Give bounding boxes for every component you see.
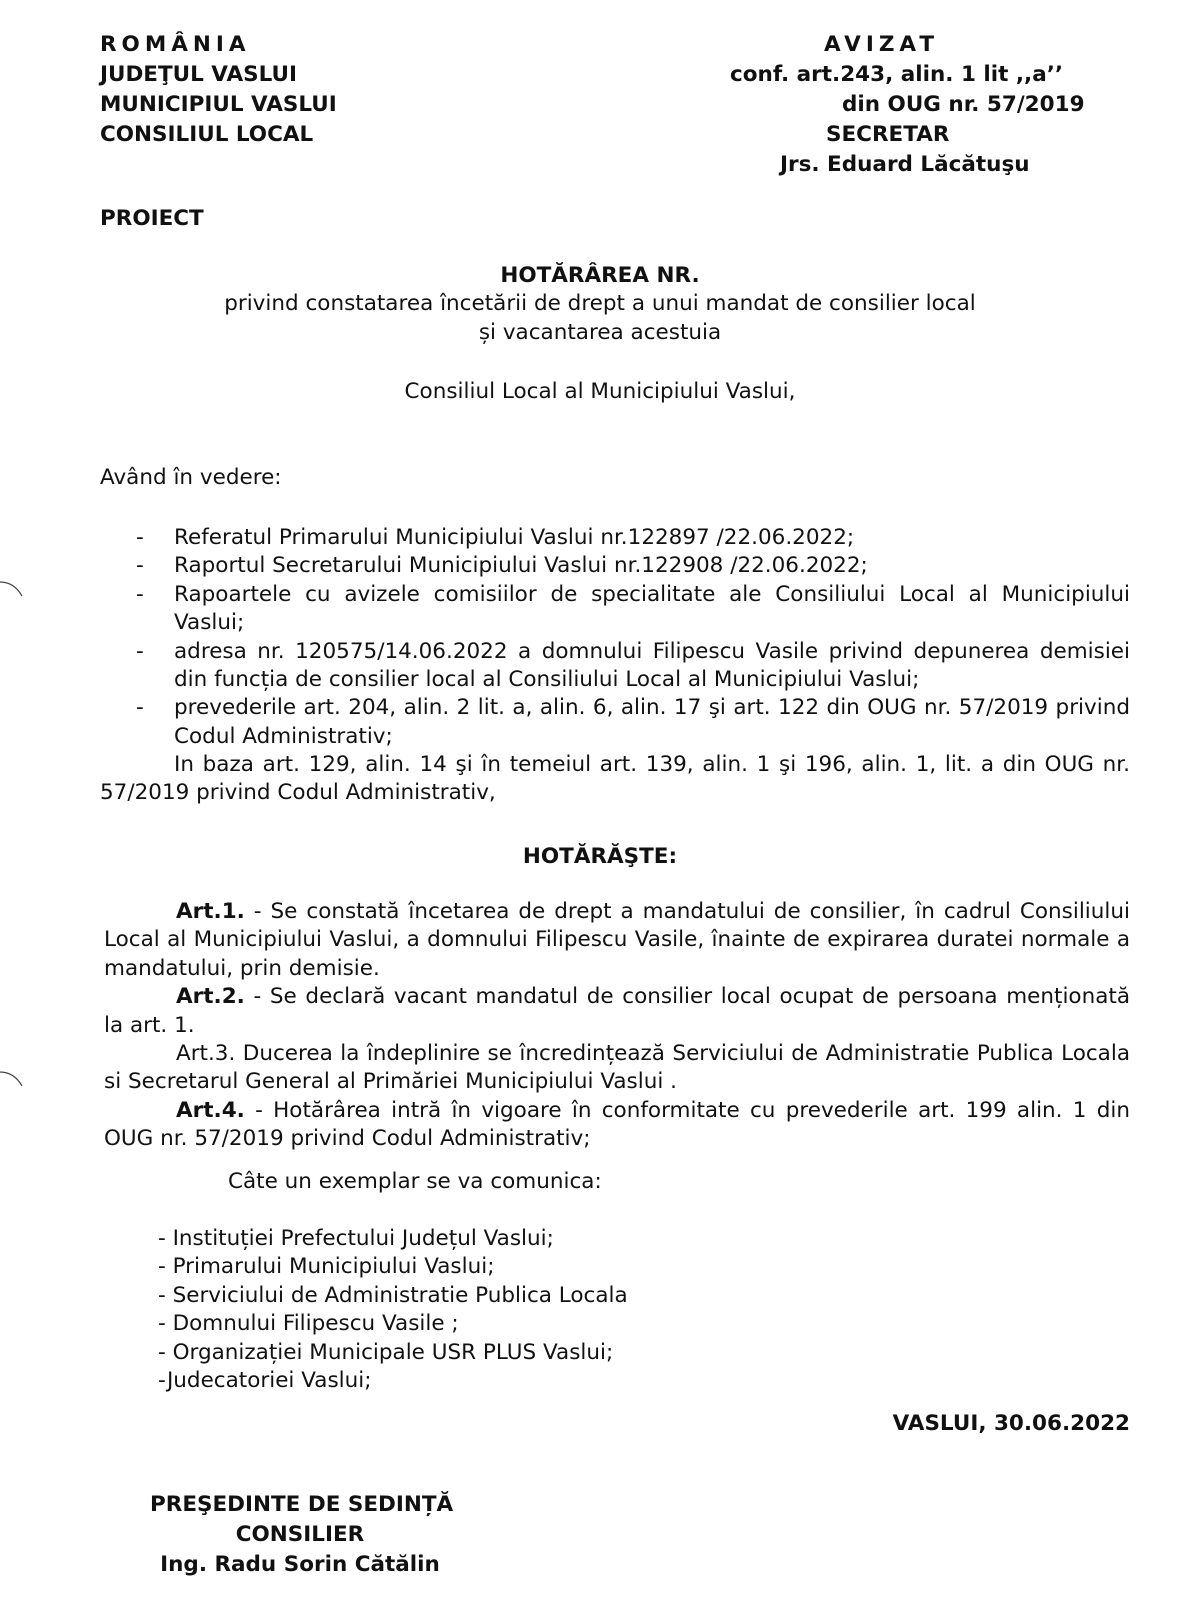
approval-legal-ref: conf. art.243, alin. 1 lit ,,a’’ (730, 62, 1064, 87)
approval-secretary-title: SECRETAR (826, 122, 950, 147)
signature-name: Ing. Radu Sorin Cătălin (160, 1552, 440, 1577)
project-label: PROIECT (100, 206, 204, 231)
articles (104, 898, 1130, 1153)
list-item: - Referatul Primarului Municipiului Vaslui nr.122897 /22.06.2022; (136, 525, 855, 550)
document-date: VASLUI, 30.06.2022 (892, 1411, 1130, 1436)
list-item: - Instituției Prefectului Județul Vaslui; (158, 1226, 554, 1251)
header-county: JUDEŢUL VASLUI (100, 62, 297, 87)
council-name: Consiliul Local al Municipiului Vaslui, (404, 379, 796, 404)
approval-ordinance: din OUG nr. 57/2019 (842, 92, 1085, 117)
signature-role: PREŞEDINTE DE SEDINȚĂ (150, 1492, 454, 1517)
decision-subject-line2: și vacantarea acestuia (478, 319, 722, 345)
decision-title (100, 262, 1100, 347)
approval-stamp (730, 30, 1120, 180)
header-country: ROMÂNIA (100, 32, 251, 57)
list-item: - Raportul Secretarului Municipiului Vaslui nr.122908 /22.06.2022; (136, 553, 868, 579)
list-item: - Domnului Filipescu Vasile ; (158, 1311, 459, 1337)
header-council: CONSILIUL LOCAL (100, 122, 314, 147)
decision-subject-line1: privind constatarea încetării de drept a unui mandat de consilier local (224, 291, 976, 317)
signature-block (150, 1490, 454, 1580)
article: Art.3. Ducerea la îndeplinire se încredințează Serviciului de Administratie Publica Locala si Secretarul General al Primăriei Municipiului Vaslui . (104, 1040, 1130, 1095)
decides-heading: HOTĂRĂŞTE: (522, 844, 678, 869)
approval-secretary-name: Jrs. Eduard Lăcătuşu (780, 152, 1030, 177)
header-municipality: MUNICIPIUL VASLUI (100, 92, 337, 117)
list-item: - prevederile art. 204, alin. 2 lit. a, alin. 6, alin. 17 şi art. 122 din OUG nr. 57/2019 privind Codul Administrativ; (136, 695, 1130, 749)
approval-title: AVIZAT (824, 32, 940, 57)
signature-title: CONSILIER (235, 1522, 365, 1547)
decision-number: HOTĂRÂREA NR. (500, 263, 700, 288)
list-item: - adresa nr. 120575/14.06.2022 a domnului Filipescu Vasile privind depunerea demisiei din funcția de consilier local al Consiliului Local al Municipiului Vaslui; (136, 638, 1130, 692)
legal-basis: In baza art. 129, alin. 14 şi în temeiul art. 139, alin. 1 şi 196, alin. 1, lit. a din OUG nr. 57/2019 privind Codul Administrativ, (100, 752, 1130, 806)
list-item: - Primarului Municipiului Vaslui; (158, 1254, 495, 1280)
considerations-list (100, 524, 1130, 808)
article: Art.2. - Se declară vacant mandatul de consilier local ocupat de persoana menționată la art. 1. (104, 984, 1130, 1038)
list-item: - Rapoartele cu avizele comisiilor de specialitate ale Consiliului Local al Municipiului Vaslui; (136, 581, 1130, 636)
list-item: -Judecatoriei Vaslui; (158, 1367, 372, 1393)
communicate-heading: Câte un exemplar se va comunica: (228, 1169, 602, 1194)
considering-heading: Având în vedere: (100, 465, 282, 490)
margin-mark (0, 1070, 30, 1090)
article: Art.4. - Hotărârea intră în vigoare în conformitate cu prevederile art. 199 alin. 1 din OUG nr. 57/2019 privind Codul Administrativ; (104, 1097, 1130, 1151)
recipients-list (158, 1225, 628, 1395)
list-item: - Organizației Municipale USR PLUS Vaslui; (158, 1339, 614, 1365)
list-item: - Serviciului de Administratie Publica Locala (158, 1282, 628, 1308)
header-left (100, 30, 337, 150)
margin-mark (0, 580, 30, 600)
article: Art.1. - Se constată încetarea de drept a mandatului de consilier, în cadrul Consiliului Local al Municipiului Vaslui, a domnului Filipescu Vasile, înainte de expirarea duratei normale a mandatului, prin demisie. (104, 899, 1130, 981)
